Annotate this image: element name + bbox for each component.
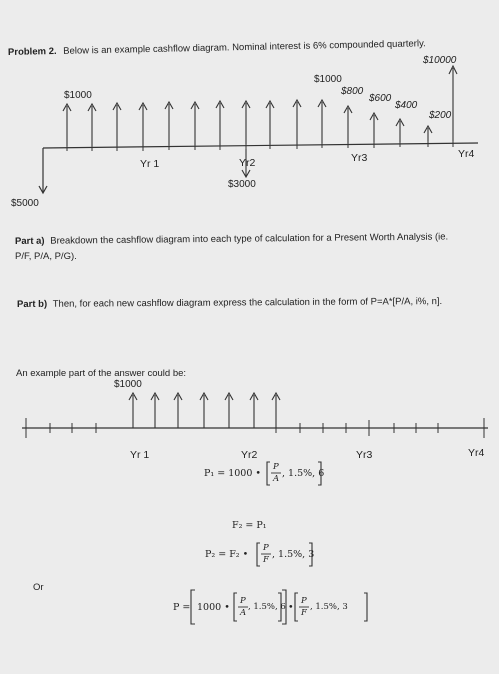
eq2: F₂ = P₁ [232,520,267,531]
amount-3000: $3000 [228,179,256,190]
amount-1000-left: $1000 [64,90,92,101]
eq4-dot: • [288,602,294,613]
problem-label: Problem 2. [7,45,57,58]
eq3-lhs: P₂ = F₂ • [205,549,249,560]
eq4-frac2-top: P [301,596,307,606]
problem-statement: Below is an example cashflow diagram. Nominal interest is 6% compounded quarterly. [63,38,426,57]
timeline-1 [43,143,478,148]
example-yr4: Yr4 [468,447,485,459]
part-a-label: Part a) [14,235,45,247]
eq3-frac-bot: F [263,555,269,565]
example-yr1: Yr 1 [130,449,150,461]
amount-200: $200 [429,110,452,121]
part-a-line2: P/F, P/A, P/G). [15,251,77,262]
example-yr2: Yr2 [241,449,258,461]
or-label: Or [33,582,44,593]
eq1-lhs: P₁ = 1000 • [204,468,261,479]
example-intro: An example part of the answer could be: [16,368,187,379]
eq1-frac-top: P [273,462,279,472]
amount-800: $800 [341,86,364,97]
eq4-frac2-bot: F [301,608,307,618]
eq4-rest1: , 1.5%, 6 [248,602,286,612]
amount-10000: $10000 [423,55,457,66]
eq4-a: 1000 • [197,602,230,613]
part-a-text: Breakdown the cashflow diagram into each type of calculation for a Present Worth Analysis (ie. [50,231,449,247]
example-yr3: Yr3 [356,449,373,461]
example-amount: $1000 [114,379,142,390]
amount-600: $600 [369,93,392,104]
eq4-rest2: , 1.5%, 3 [310,602,348,612]
yr1-label-1: Yr 1 [140,158,160,170]
eq1-rest: , 1.5%, 6 [282,468,325,479]
eq3-rest: , 1.5%, 3 [272,549,315,560]
eq4-frac1-top: P [240,596,246,606]
yr2-label-1: Yr2 [239,157,256,169]
eq-brackets [191,462,367,624]
yr3-label-1: Yr3 [351,152,368,164]
part-b-label: Part b) [16,298,48,310]
amount-1000-mid: $1000 [314,74,342,85]
eq4-lhs: P = [173,602,191,613]
part-b-text: Then, for each new cashflow diagram express the calculation in the form of P=A*[P/A, i%, n]. [52,296,443,310]
eq3-frac-top: P [263,543,269,553]
example-up-arrows [129,393,280,428]
amount-5000: $5000 [11,198,39,209]
eq4-frac1-bot: A [240,608,247,618]
yr4-label-1: Yr4 [458,148,475,160]
fraction-bars [238,473,309,607]
eq1-frac-bot: A [273,474,280,484]
amount-400: $400 [395,100,418,111]
